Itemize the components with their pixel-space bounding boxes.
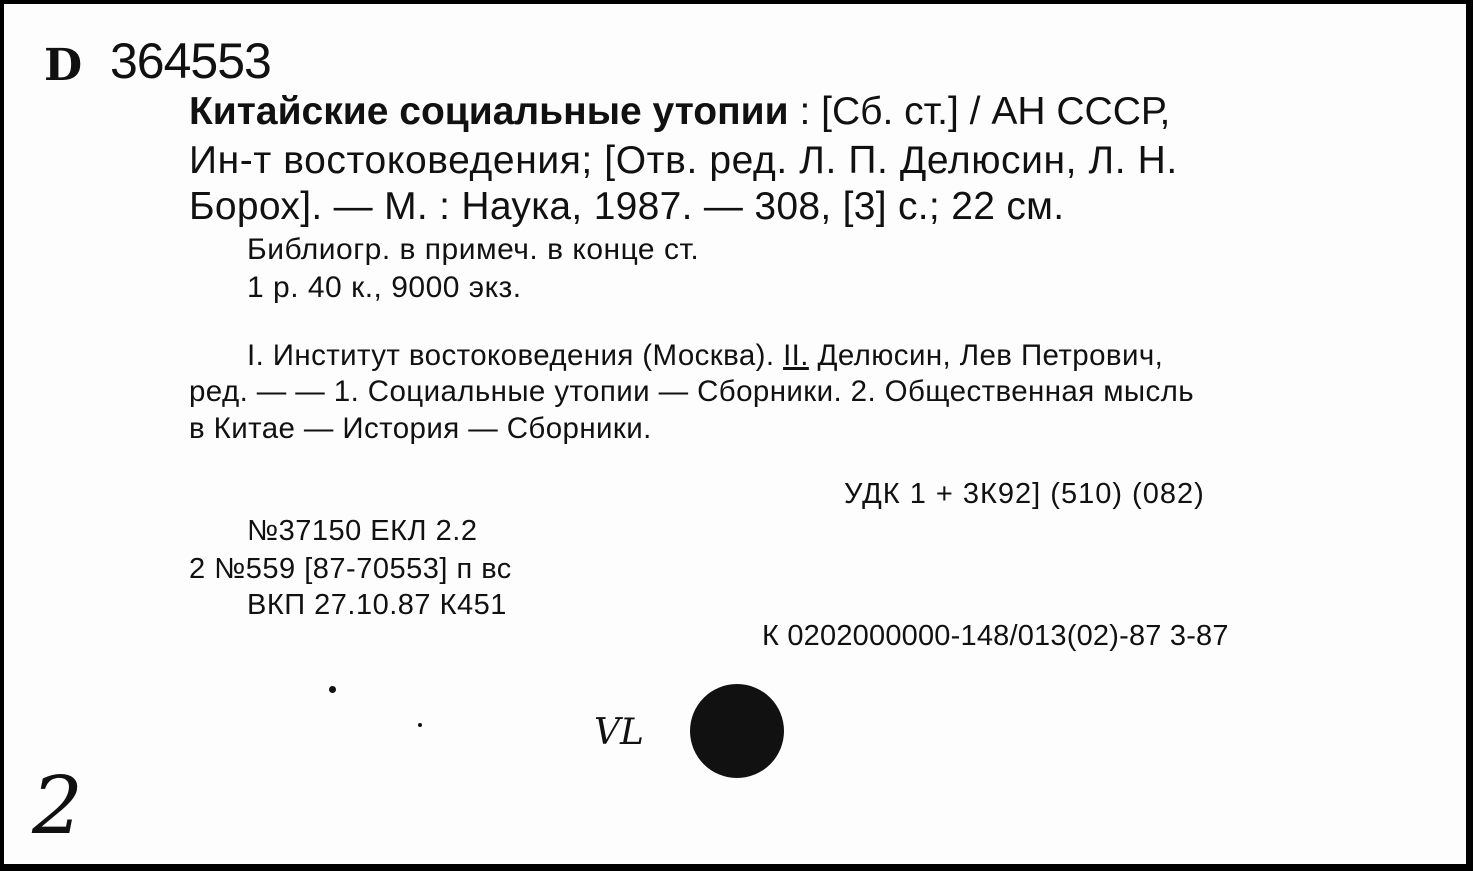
title-rest: : [Сб. ст.] / АН СССР, — [788, 90, 1171, 133]
publication-line-3: Борох]. — М. : Наука, 1987. — 308, [3] с.; 22 см. — [189, 185, 1065, 228]
speck-mark — [329, 686, 336, 693]
catalog-card — [2, 2, 1468, 866]
tracing-institute: I. Институт востоковедения (Москва). — [247, 339, 784, 372]
tracing-line-3: в Китае — История — Сборники. — [189, 412, 652, 445]
tracing-numeral: II. — [783, 339, 809, 372]
call-prefix: D — [44, 40, 83, 91]
tech-line-3: ВКП 27.10.87 К451 — [247, 589, 507, 621]
punch-hole-mark — [690, 684, 784, 778]
title: Китайские социальные утопии — [189, 90, 789, 133]
handwritten-number: 2 — [32, 759, 83, 852]
speck-mark-small — [418, 723, 422, 727]
tech-line-2: 2 №559 [87-70553] п вс — [189, 553, 512, 585]
tracing-line-2: ред. — — 1. Социальные утопии — Сборники. 2. Общественная мысль — [189, 375, 1195, 408]
call-number: 364553 — [110, 33, 271, 89]
title-line — [189, 90, 1170, 134]
handwritten-initials: VL — [594, 712, 644, 753]
price-note: 1 р. 40 к., 9000 экз. — [247, 271, 522, 304]
udk-code: УДК 1 + 3К92] (510) (082) — [844, 478, 1205, 510]
publication-line-2: Ин-т востоковедения; [Отв. ред. Л. П. Делюсин, Л. Н. — [189, 139, 1178, 182]
k-index: К 0202000000-148/013(02)-87 3-87 — [762, 620, 1229, 652]
tech-line-1: №37150 ЕКЛ 2.2 — [247, 515, 478, 547]
tracing-editor: Делюсин, Лев Петрович, — [808, 339, 1164, 372]
tracing-line-1 — [247, 339, 1163, 373]
bibliography-note: Библиогр. в примеч. в конце ст. — [247, 233, 700, 266]
